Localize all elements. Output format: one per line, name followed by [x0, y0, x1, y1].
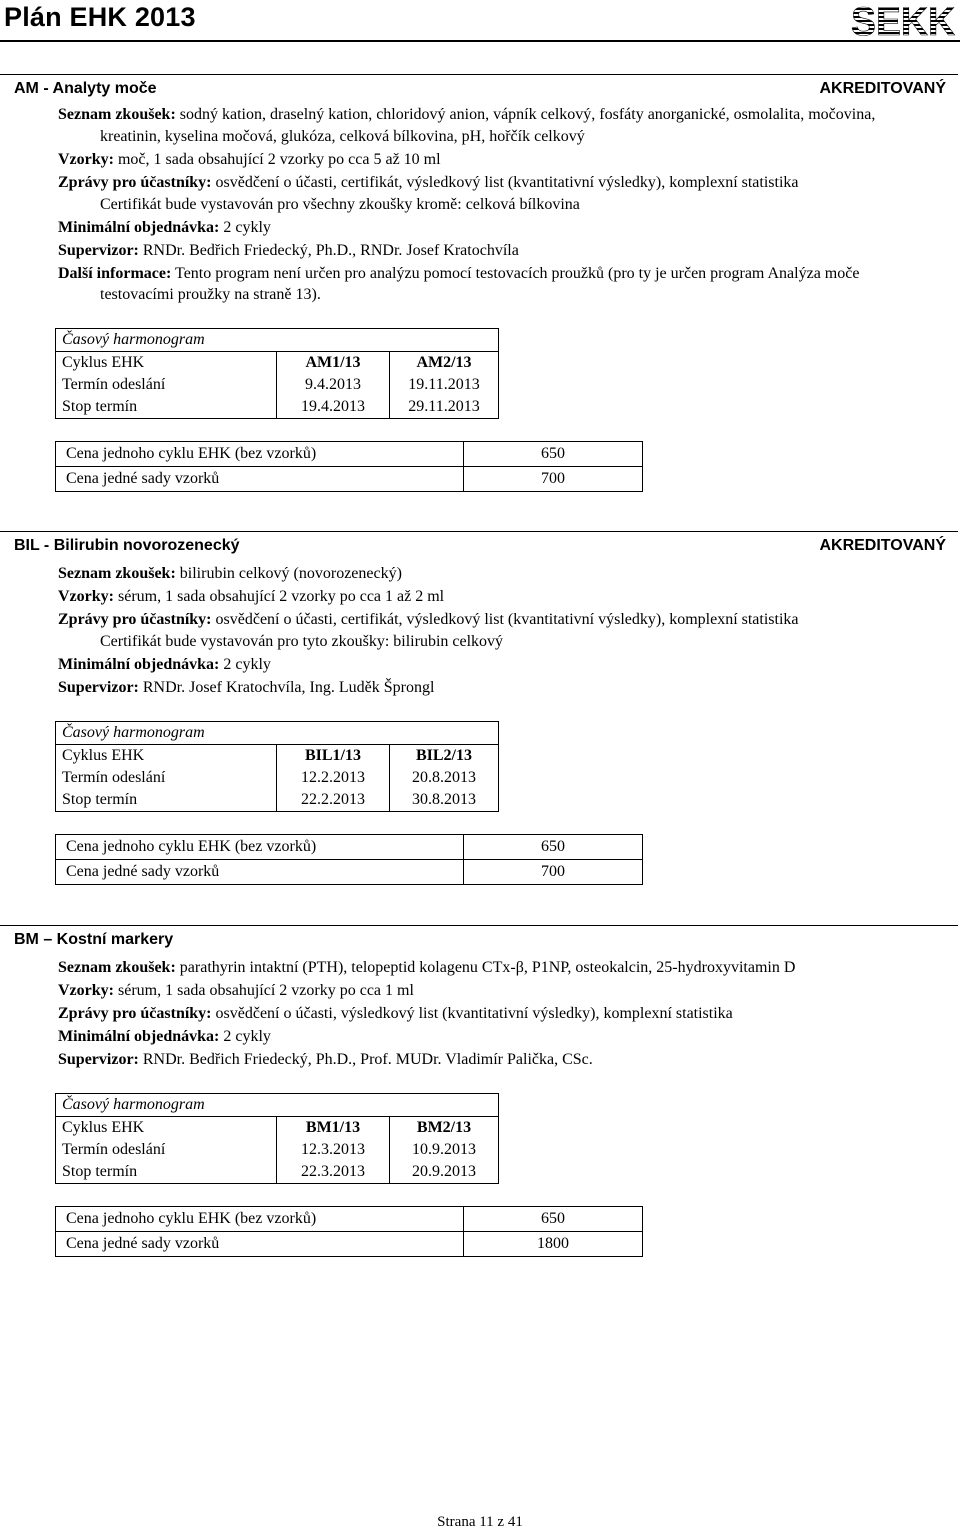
send-date-label: Termín odeslání: [56, 767, 277, 789]
schedule-table: [55, 721, 499, 812]
send-date-1: 12.2.2013: [277, 767, 390, 789]
cycle-price-label: Cena jednoho cyklu EHK (bez vzorků): [56, 1207, 464, 1232]
reports-line: Zprávy pro účastníky: osvědčení o účasti, výsledkový list (kvantitativní výsledky), komplexní statistika: [58, 1005, 733, 1022]
tests-line: Seznam zkoušek: bilirubin celkový (novorozenecký): [58, 565, 402, 582]
accreditation-status: AKREDITOVANÝ: [819, 537, 946, 554]
stop-date-1: 19.4.2013: [277, 396, 390, 419]
cycle-price-label: Cena jednoho cyklu EHK (bez vzorků): [56, 835, 464, 860]
sample-price-label: Cena jedné sady vzorků: [56, 1232, 464, 1257]
stop-date-label: Stop termín: [56, 396, 277, 419]
samples-line: Vzorky: sérum, 1 sada obsahující 2 vzorky po cca 1 ml: [58, 982, 414, 999]
cycle-2: BM2/13: [390, 1117, 499, 1140]
samples-line: Vzorky: sérum, 1 sada obsahující 2 vzorky po cca 1 až 2 ml: [58, 588, 445, 605]
stop-date-2: 29.11.2013: [390, 396, 499, 419]
schedule-heading: Časový harmonogram: [56, 329, 499, 352]
min-order-line: Minimální objednávka: 2 cykly: [58, 656, 271, 673]
tests-line: Seznam zkoušek: sodný kation, draselný kation, chloridový anion, vápník celkový, fosfáty anorganické, osmolalita, močovina,: [58, 106, 876, 123]
send-date-2: 19.11.2013: [390, 374, 499, 396]
min-order-line: Minimální objednávka: 2 cykly: [58, 219, 271, 236]
stop-date-2: 30.8.2013: [390, 789, 499, 812]
cycle-1: BIL1/13: [277, 745, 390, 768]
section-divider: [0, 531, 958, 532]
tests-line: Seznam zkoušek: parathyrin intaktní (PTH), telopeptid kolagenu CTx-β, P1NP, osteokalcin, 25-hydroxyvitamin D: [58, 959, 796, 976]
schedule-table: [55, 328, 499, 419]
supervisor-line: Supervizor: RNDr. Bedřich Friedecký, Ph.D., Prof. MUDr. Vladimír Palička, CSc.: [58, 1051, 593, 1068]
reports-line: Zprávy pro účastníky: osvědčení o účasti, certifikát, výsledkový list (kvantitativní výsledky), komplexní statistika: [58, 611, 799, 628]
price-table: [55, 834, 643, 885]
send-date-2: 10.9.2013: [390, 1139, 499, 1161]
sample-price-value: 700: [464, 860, 643, 885]
certificate-line: Certifikát bude vystavován pro tyto zkoušky: bilirubin celkový: [100, 633, 504, 650]
stop-date-label: Stop termín: [56, 1161, 277, 1184]
send-date-1: 9.4.2013: [277, 374, 390, 396]
stop-date-2: 20.9.2013: [390, 1161, 499, 1184]
sample-price-value: 1800: [464, 1232, 643, 1257]
section-divider: [0, 74, 958, 75]
certificate-line: Certifikát bude vystavován pro všechny zkoušky kromě: celková bílkovina: [100, 196, 580, 213]
min-order-line: Minimální objednávka: 2 cykly: [58, 1028, 271, 1045]
cycle-label: Cyklus EHK: [56, 1117, 277, 1140]
section-title-bm: BM – Kostní markery: [14, 931, 174, 948]
section-title-am: AM - Analyty moče: [14, 80, 157, 97]
sample-price-label: Cena jedné sady vzorků: [56, 860, 464, 885]
cycle-price-label: Cena jednoho cyklu EHK (bez vzorků): [56, 442, 464, 467]
section-divider: [0, 925, 958, 926]
cycle-price-value: 650: [464, 1207, 643, 1232]
send-date-1: 12.3.2013: [277, 1139, 390, 1161]
send-date-label: Termín odeslání: [56, 374, 277, 396]
page-title: Plán EHK 2013: [4, 2, 196, 32]
section-title-bil: BIL - Bilirubin novorozenecký: [14, 537, 240, 554]
tests-line-cont: kreatinin, kyselina močová, glukóza, celková bílkovina, pH, hořčík celkový: [100, 128, 585, 145]
sekk-logo: [850, 0, 956, 40]
price-table: [55, 441, 643, 492]
supervisor-line: Supervizor: RNDr. Josef Kratochvíla, Ing. Luděk Šprongl: [58, 679, 435, 696]
cycle-2: BIL2/13: [390, 745, 499, 768]
cycle-2: AM2/13: [390, 352, 499, 375]
stop-date-1: 22.2.2013: [277, 789, 390, 812]
page-number: Strana 11 z 41: [437, 1514, 523, 1530]
schedule-table: [55, 1093, 499, 1184]
cycle-price-value: 650: [464, 835, 643, 860]
send-date-label: Termín odeslání: [56, 1139, 277, 1161]
svg-text:SEKK: SEKK: [851, 0, 956, 40]
cycle-1: BM1/13: [277, 1117, 390, 1140]
sample-price-label: Cena jedné sady vzorků: [56, 467, 464, 492]
schedule-heading: Časový harmonogram: [56, 1094, 499, 1117]
stop-date-label: Stop termín: [56, 789, 277, 812]
stop-date-1: 22.3.2013: [277, 1161, 390, 1184]
cycle-label: Cyklus EHK: [56, 745, 277, 768]
info-line: Další informace: Tento program není určen pro analýzu pomocí testovacích proužků (pro ty je určen program Analýza moče: [58, 265, 860, 282]
reports-line: Zprávy pro účastníky: osvědčení o účasti, certifikát, výsledkový list (kvantitativní výsledky), komplexní statistika: [58, 174, 799, 191]
accreditation-status: AKREDITOVANÝ: [819, 80, 946, 97]
info-line-cont: testovacími proužky na straně 13).: [100, 286, 321, 303]
send-date-2: 20.8.2013: [390, 767, 499, 789]
cycle-label: Cyklus EHK: [56, 352, 277, 375]
samples-line: Vzorky: moč, 1 sada obsahující 2 vzorky po cca 5 až 10 ml: [58, 151, 441, 168]
sample-price-value: 700: [464, 467, 643, 492]
cycle-1: AM1/13: [277, 352, 390, 375]
supervisor-line: Supervizor: RNDr. Bedřich Friedecký, Ph.D., RNDr. Josef Kratochvíla: [58, 242, 519, 259]
price-table: [55, 1206, 643, 1257]
header-rule: [0, 40, 960, 42]
cycle-price-value: 650: [464, 442, 643, 467]
schedule-heading: Časový harmonogram: [56, 722, 499, 745]
